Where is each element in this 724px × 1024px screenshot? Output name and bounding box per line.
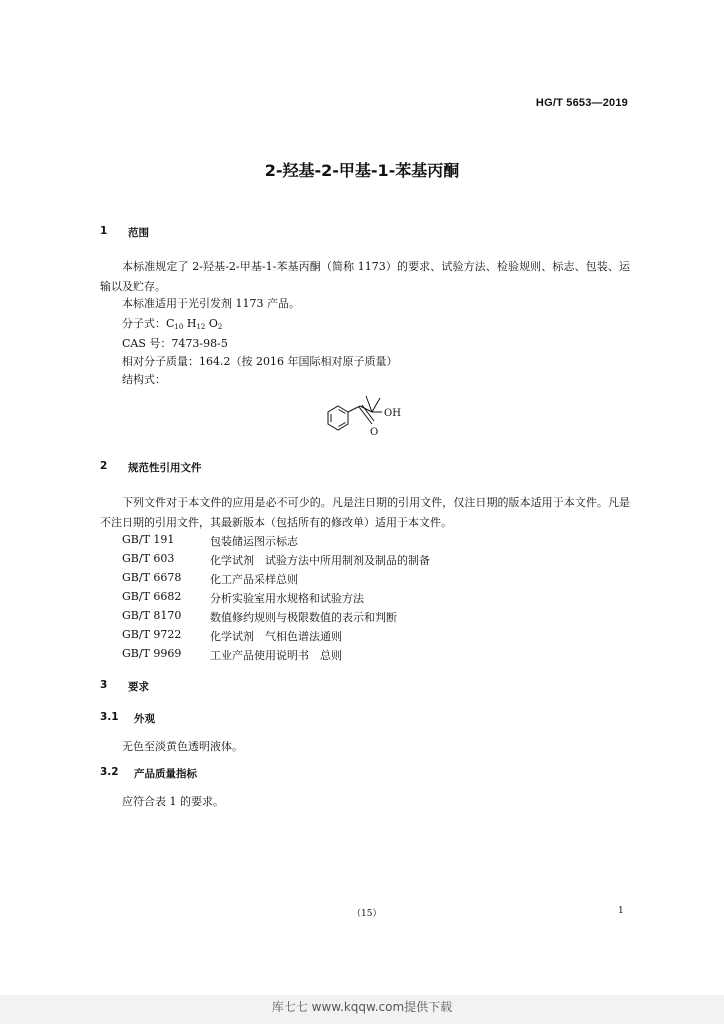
bond xyxy=(348,406,360,412)
formula-h: H xyxy=(186,317,197,330)
section-number: 1 xyxy=(100,225,108,237)
formula-c: C xyxy=(166,317,175,330)
reference-title: 化学试剂 气相色谱法通则 xyxy=(210,630,342,643)
formula-h-count: 12 xyxy=(196,323,206,331)
section-2-heading xyxy=(100,460,202,475)
quality-index-text: 应符合表 1 的要求。 xyxy=(122,795,224,808)
reference-title: 数值修约规则与极限数值的表示和判断 xyxy=(210,611,397,624)
subsection-number: 3.1 xyxy=(100,711,119,723)
reference-code: GB/T 6678 xyxy=(122,571,182,584)
page-number-center: （15） xyxy=(352,909,382,919)
formula-o-count: 2 xyxy=(217,323,223,331)
cas-number: CAS 号：7473-98-5 xyxy=(122,337,228,350)
subsection-title: 外观 xyxy=(134,713,155,725)
appearance-text: 无色至淡黄色透明液体。 xyxy=(122,740,243,753)
section-3-heading xyxy=(100,679,149,694)
formula-c-count: 10 xyxy=(174,323,184,331)
reference-list xyxy=(122,533,430,666)
page-number-right: 1 xyxy=(618,906,624,916)
standard-code: HG/T 5653—2019 xyxy=(535,97,628,109)
scope-applicability: 本标准适用于光引发剂 1173 产品。 xyxy=(122,297,300,310)
download-watermark[interactable]: 库七七 www.kqqw.com提供下载 xyxy=(271,1000,453,1014)
section-3-2-heading xyxy=(100,766,197,781)
subsection-number: 3.2 xyxy=(100,766,119,778)
molecular-formula xyxy=(122,315,222,331)
document-title: 2-羟基-2-甲基-1-苯基丙酮 xyxy=(264,161,460,180)
reference-title: 分析实验室用水规格和试验方法 xyxy=(210,592,364,605)
section-number: 3 xyxy=(100,679,108,691)
section-title: 规范性引用文件 xyxy=(128,462,202,474)
reference-item xyxy=(122,609,430,628)
section-title: 范围 xyxy=(128,227,149,239)
molecular-mass: 相对分子质量：164.2（按 2016 年国际相对原子质量） xyxy=(122,355,398,368)
structural-formula xyxy=(322,390,412,444)
reference-item xyxy=(122,590,430,609)
reference-title: 化学试剂 试验方法中所用制剂及制品的制备 xyxy=(210,554,430,567)
section-number: 2 xyxy=(100,460,108,472)
scope-paragraph: 本标准规定了 2-羟基-2-甲基-1-苯基丙酮（简称 1173）的要求、试验方法、检验规则、标志、包装、运输以及贮存。 xyxy=(100,260,630,293)
structure-label: 结构式： xyxy=(122,373,166,386)
reference-title: 包装储运图示标志 xyxy=(210,535,298,548)
reference-code: GB/T 603 xyxy=(122,552,175,565)
reference-item xyxy=(122,533,430,552)
reference-code: GB/T 191 xyxy=(122,533,175,546)
section-3-1-heading xyxy=(100,711,155,726)
reference-code: GB/T 6682 xyxy=(122,590,182,603)
reference-code: GB/T 8170 xyxy=(122,609,182,622)
section-1-heading xyxy=(100,225,149,240)
oxygen-label: O xyxy=(370,427,379,438)
reference-title: 化工产品采样总则 xyxy=(210,573,298,586)
hydroxyl-label: OH xyxy=(384,408,401,419)
formula-label: 分子式： xyxy=(122,317,166,330)
reference-code: GB/T 9969 xyxy=(122,647,182,660)
reference-title: 工业产品使用说明书 总则 xyxy=(210,649,342,662)
reference-item xyxy=(122,552,430,571)
reference-item xyxy=(122,571,430,590)
reference-item xyxy=(122,647,430,666)
section-title: 要求 xyxy=(128,681,149,693)
reference-code: GB/T 9722 xyxy=(122,628,182,641)
reference-item xyxy=(122,628,430,647)
formula-o: O xyxy=(208,317,218,330)
methyl-bond xyxy=(372,398,380,412)
references-paragraph: 下列文件对于本文件的应用是必不可少的。凡是注日期的引用文件，仅注日期的版本适用于本文件。凡是不注日期的引用文件，其最新版本（包括所有的修改单）适用于本文件。 xyxy=(100,496,630,529)
subsection-title: 产品质量指标 xyxy=(134,768,197,780)
